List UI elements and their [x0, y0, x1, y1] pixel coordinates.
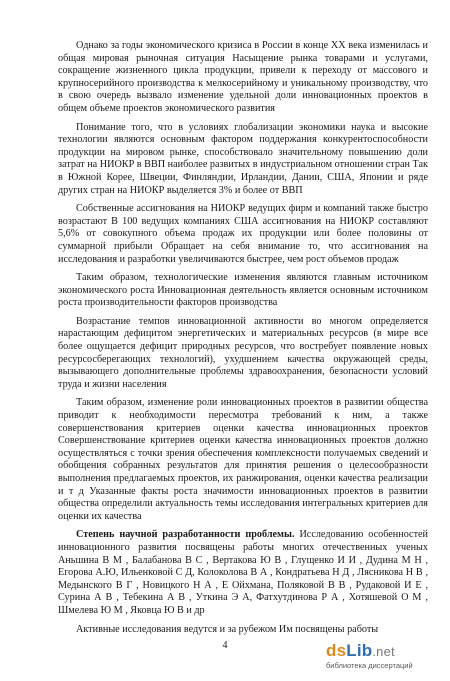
page-number: 4 [222, 640, 228, 651]
document-body [58, 40, 428, 636]
logo-net-text: .net [372, 644, 395, 659]
watermark-subtitle: библиотека диссертаций [326, 661, 413, 670]
degree-heading: Степень научной разработанности проблемы. [76, 529, 295, 541]
dslib-logo [326, 641, 395, 661]
paragraph-criteria: Таким образом, изменение роли инновационных проектов в развитии общества приводит к необходимости пересмотра требований к ним, а также совершенствования критериев оценки качества инновационных проектов Совершенствование критериев оценки качества инновационных проектов должно осуществляться с точки зрения обеспечения комплексности получаемых сведений и обобщения собранных результатов для принятия решения о целесообразности выполнения предлагаемых проектов, их ранжирования, оценки качества реализации и т д Указанные факты роста значимости инновационных проектов в развитии общества определили актуальность темы исследования интегральных критериев для оценки их качества [58, 397, 428, 522]
logo-lib-text: Lib [346, 641, 373, 660]
paragraph-globalization: Понимание того, что в условиях глобализации экономики наука и высокие технологии являются основным фактором поддержания конкурентоспособности продукции на мировом рынке, способствовало значительному повышению доли затрат на НИОКР в ВВП наиболее развитых в индустриальном отношении стран Так в Южной Корее, Швеции, Финляндии, Ирландии, Дании, США, Японии и ряде других стран на НИОКР выделяется 3% и более от ВВП [58, 121, 428, 196]
logo-ds-text: ds [326, 641, 347, 660]
paragraph-tech-changes: Таким образом, технологические изменения являются главным источником экономического роста Инновационная деятельность является основным источником роста производительности факторов производства [58, 272, 428, 309]
paragraph-foreign-research: Активные исследования ведутся и за рубежом Им посвящены работы [76, 623, 379, 635]
paragraph-rd-allocations: Собственные ассигнования на НИОКР ведущих фирм и компаний также быстро возрастают В 100 ведущих компаниях США ассигнования на НИОКР составляют 5,6% от совокупного объема продаж их продукции или более половины от суммарной прибыли Обращает на себя внимание то, что ассигнования на исследования и разработки увеличиваются быстрее, чем рост объемов продаж [58, 203, 428, 265]
paragraph-degree-of-development [58, 529, 428, 617]
dslib-watermark [326, 641, 444, 675]
paragraph-crisis: Однако за годы экономического кризиса в России в конце ХХ века изменилась и общая мировая рыночная ситуация Насыщение рынка товарами и услугами, сокращение жизненного цикла продукции, привели к переходу от массового и крупносерийного производства к мелкосерийному и уникальному производству, что в свою очередь вызвало изменение удельной доли инновационных проектов в общем объеме проектов экономического развития [58, 40, 428, 114]
paragraph-innovation-rate: Возрастание темпов инновационной активности во многом определяется нарастающим дефицитом энергетических и материальных ресурсов (в мире все более ощущается дефицит природных ресурсов, что востребует появление новых ресурсосберегающих технологий), ухудшением качества окружающей среды, вызывающего дополнительные проблемы здравоохранения, безопасности условий труда и жизни населения [58, 315, 428, 390]
degree-text: Исследованию особенностей инновационного развития посвящены работы многих отечественных ученых Аньшина В М , Балабанова В С , Вертакова Ю В , Глущенко И И , Дудина М Н , Егорова А.Ю, Ильенковой С Д, Колоколова В А , Кондратьева Н Д , Лясникова Н В , Медынского В Г , Новицкого Н А , Е Ойхмана, Поляковой В В , Рудаковой И Е , Сурина А В , Тебекина А В , Уткина Э А, Фатхутдинова Р А , Хотяшевой О М , Шмелева Ю М , Яковца Ю В и др [58, 529, 428, 616]
